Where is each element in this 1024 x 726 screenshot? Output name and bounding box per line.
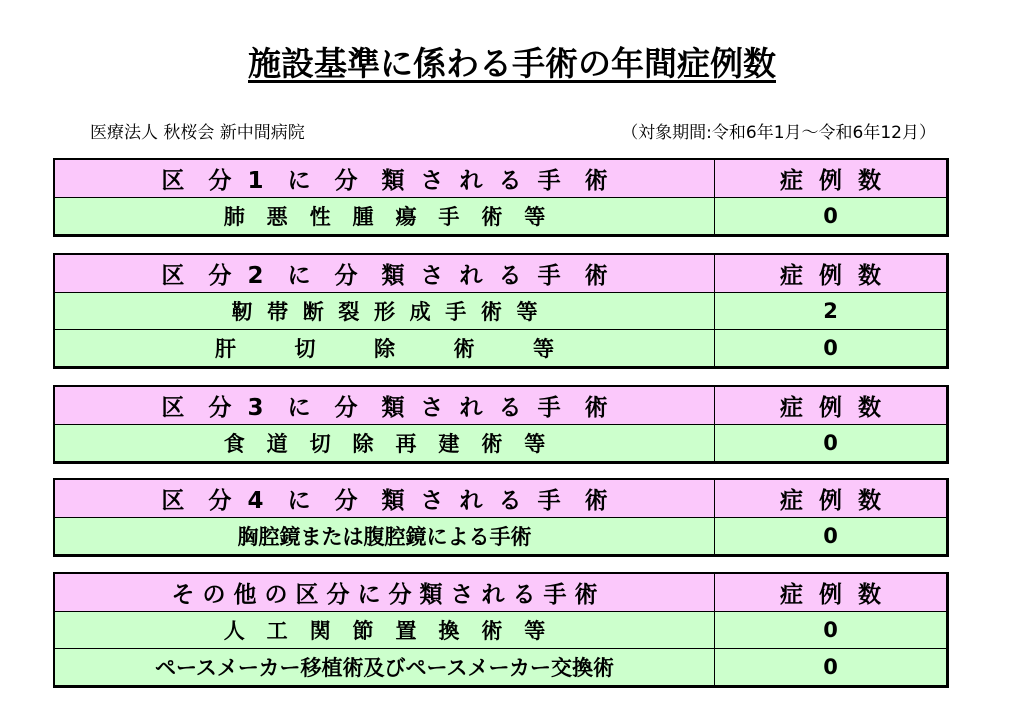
section-header-label: 区 分 1 に 分 類 さ れ る 手 術 xyxy=(55,160,715,197)
count-column-header: 症 例 数 xyxy=(779,488,882,514)
page-title: 施設基準に係わる手術の年間症例数 xyxy=(248,44,776,83)
surgery-label: 肺 悪 性 腫 瘍 手 術 等 xyxy=(55,198,715,234)
surgery-label: 人 工 関 節 置 換 術 等 xyxy=(55,612,715,648)
section-header-label: そ の 他 の 区 分 に 分 類 さ れ る 手 術 xyxy=(55,574,715,611)
section-2-table xyxy=(53,253,949,369)
surgery-label: 胸腔鏡または腹腔鏡による手術 xyxy=(55,518,715,554)
table-row xyxy=(55,648,946,685)
case-count: 0 xyxy=(823,431,838,455)
organization-name: 医療法人 秋桜会 新中間病院 xyxy=(90,123,305,143)
count-column-header: 症 例 数 xyxy=(779,168,882,194)
section-4-table xyxy=(53,478,949,557)
surgery-label: 肝 切 除 術 等 xyxy=(55,330,715,366)
table-row xyxy=(55,611,946,648)
section-header-row xyxy=(55,480,946,517)
case-count: 0 xyxy=(823,618,838,642)
section-header-row xyxy=(55,574,946,611)
section-header-row xyxy=(55,255,946,292)
surgery-label: ペースメーカー移植術及びペースメーカー交換術 xyxy=(55,649,715,685)
section-1-table xyxy=(53,158,949,237)
section-header-label: 区 分 2 に 分 類 さ れ る 手 術 xyxy=(55,255,715,292)
section-3-table xyxy=(53,385,949,464)
case-count: 0 xyxy=(823,204,838,228)
section-header-label: 区 分 4 に 分 類 さ れ る 手 術 xyxy=(55,480,715,517)
section-header-row xyxy=(55,387,946,424)
count-column-header: 症 例 数 xyxy=(779,582,882,608)
table-row xyxy=(55,329,946,366)
count-column-header: 症 例 数 xyxy=(779,395,882,421)
case-count: 2 xyxy=(823,299,838,323)
table-row xyxy=(55,424,946,461)
table-row xyxy=(55,197,946,234)
surgery-label: 食 道 切 除 再 建 術 等 xyxy=(55,425,715,461)
other-section-table xyxy=(53,572,949,688)
count-column-header: 症 例 数 xyxy=(779,263,882,289)
case-count: 0 xyxy=(823,655,838,679)
case-count: 0 xyxy=(823,524,838,548)
section-header-label: 区 分 3 に 分 類 さ れ る 手 術 xyxy=(55,387,715,424)
section-header-row xyxy=(55,160,946,197)
table-row xyxy=(55,292,946,329)
surgery-label: 靭 帯 断 裂 形 成 手 術 等 xyxy=(55,293,715,329)
case-count: 0 xyxy=(823,336,838,360)
table-row xyxy=(55,517,946,554)
target-period: （対象期間:令和6年1月～令和6年12月） xyxy=(621,123,936,143)
